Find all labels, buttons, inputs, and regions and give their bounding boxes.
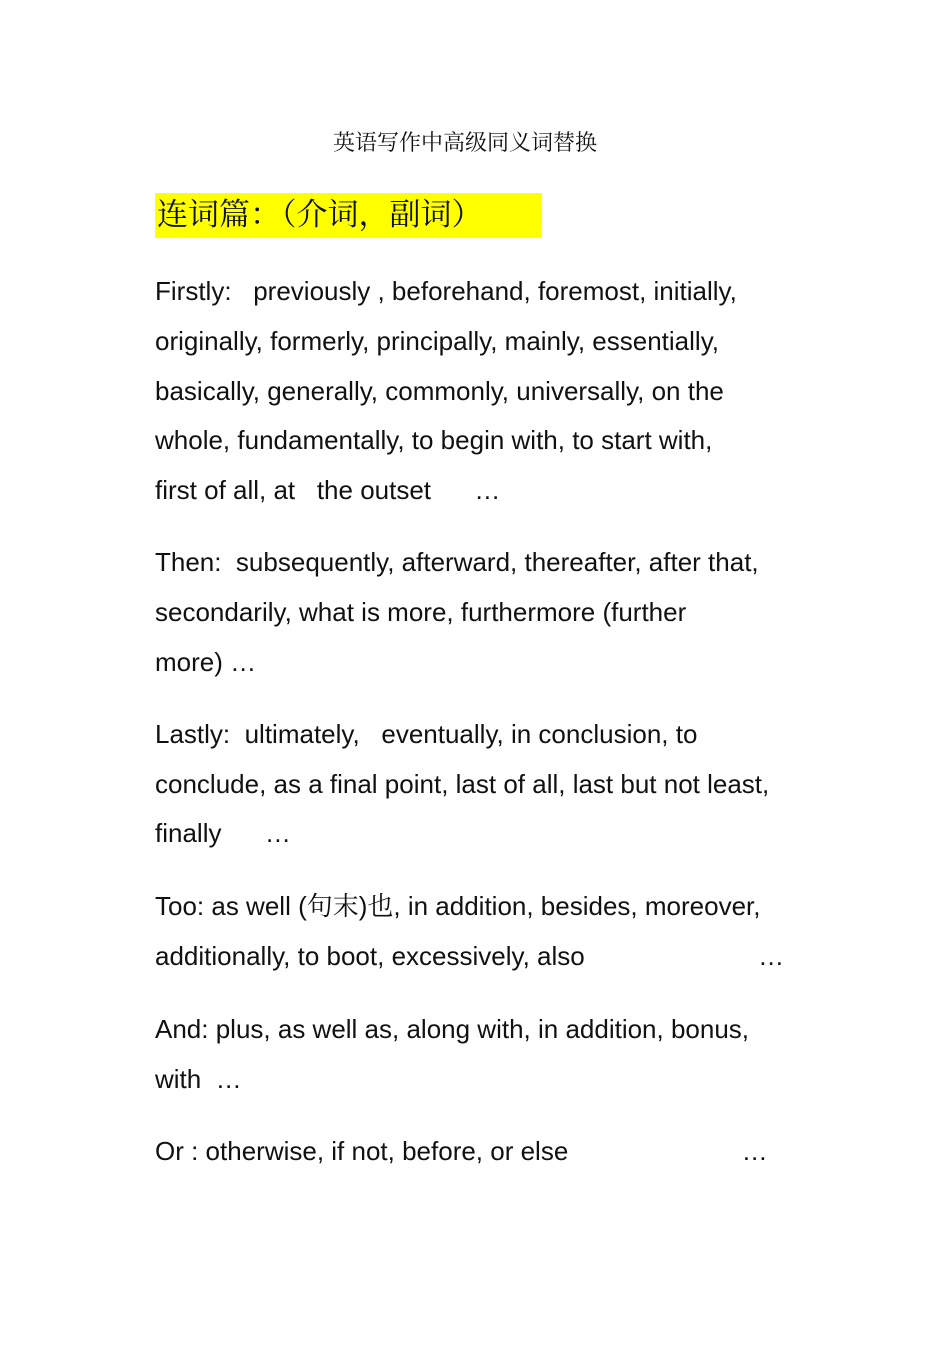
- entry-firstly-line-2: originally, formerly, principally, mainly, essentially,: [155, 326, 719, 356]
- entry-or-line-1: Or : otherwise, if not, before, or else …: [155, 1136, 768, 1166]
- entry-too-line-2: additionally, to boot, excessively, also …: [155, 941, 785, 971]
- entry-then-line-2: secondarily, what is more, furthermore (further: [155, 597, 687, 627]
- entry-firstly-line-1: Firstly: previously , beforehand, foremost, initially,: [155, 276, 737, 306]
- entry-then-line-3: more) …: [155, 647, 257, 677]
- entry-lastly-line-3: finally …: [155, 818, 291, 848]
- entry-and-line-2: with …: [155, 1064, 242, 1094]
- entry-and-line-1: And: plus, as well as, along with, in addition, bonus,: [155, 1014, 750, 1044]
- entry-firstly-line-4: whole, fundamentally, to begin with, to start with,: [155, 425, 713, 455]
- entry-too-line-1: Too: as well (句末)也, in addition, besides, moreover,: [155, 891, 761, 921]
- section-heading-conjunctions: 连词篇：（介词，副词）: [155, 193, 542, 238]
- entry-firstly-line-3: basically, generally, commonly, universally, on the: [155, 376, 724, 406]
- entry-then-line-1: Then: subsequently, afterward, thereafter, after that,: [155, 547, 759, 577]
- entry-lastly-line-1: Lastly: ultimately, eventually, in conclusion, to: [155, 719, 698, 749]
- entry-lastly-line-2: conclude, as a final point, last of all, last but not least,: [155, 769, 770, 799]
- entry-firstly-line-5: first of all, at the outset …: [155, 475, 501, 505]
- document-title: 英语写作中高级同义词替换: [332, 131, 597, 156]
